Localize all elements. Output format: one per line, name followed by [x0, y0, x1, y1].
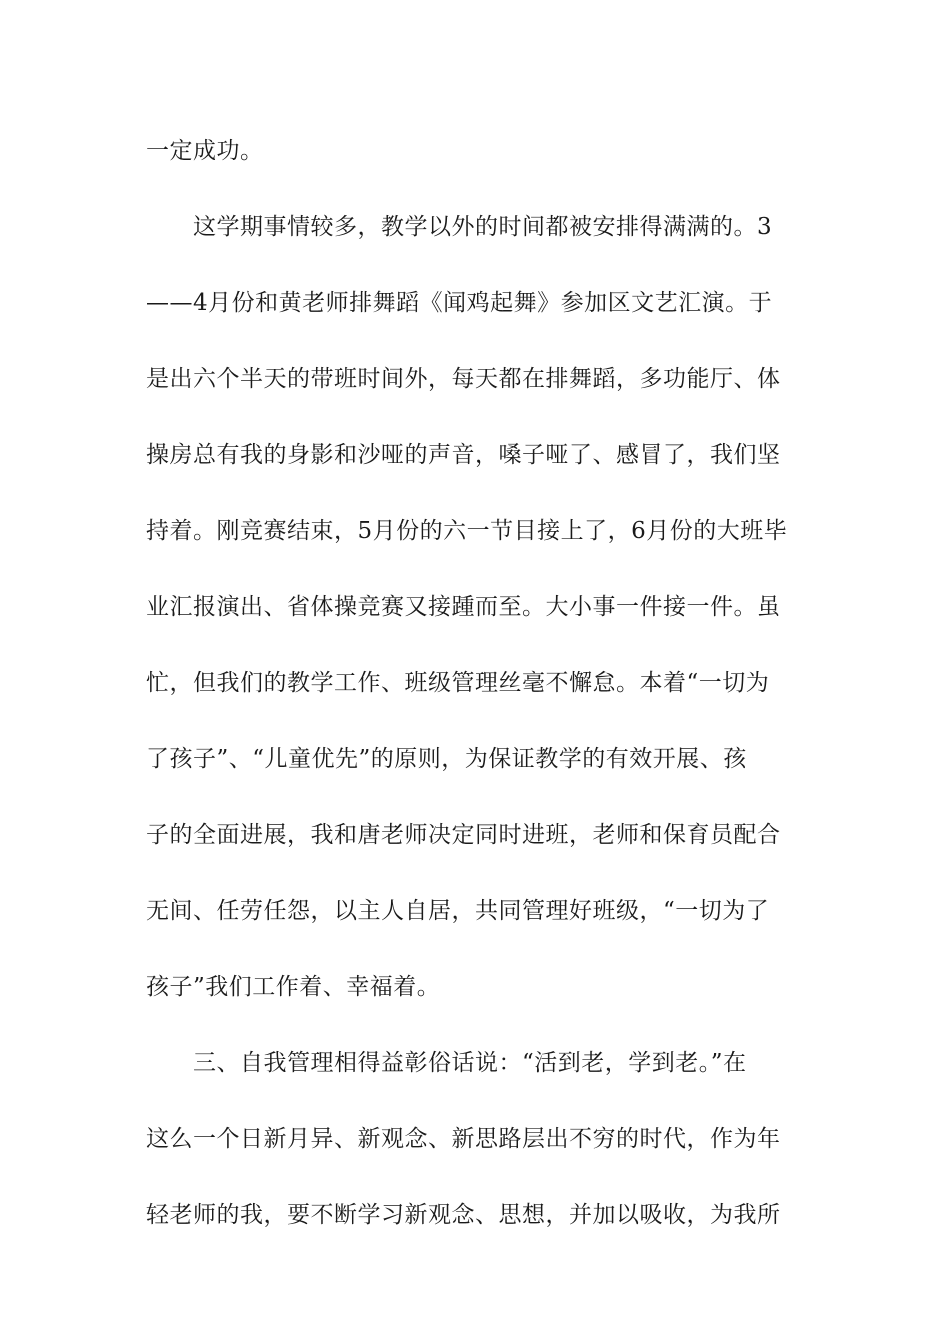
text-line: 一定成功。	[146, 138, 264, 164]
text-line: 忙，但我们的教学工作、班级管理丝毫不懈怠。本着“一切为	[146, 670, 770, 696]
text-line: 子的全面进展，我和唐老师决定同时进班，老师和保育员配合	[146, 822, 781, 848]
text-line: 这么一个日新月异、新观念、新思路层出不穷的时代，作为年	[146, 1126, 781, 1152]
text-line: 了孩子”、“儿童优先”的原则，为保证教学的有效开展、孩	[146, 746, 747, 772]
text-line: 持着。刚竞赛结束，5月份的六一节目接上了，6月份的大班毕	[146, 518, 788, 544]
text-line: 轻老师的我，要不断学习新观念、思想，并加以吸收，为我所	[146, 1202, 781, 1228]
text-line: 孩子”我们工作着、幸福着。	[146, 974, 441, 1000]
text-line: 三、自我管理相得益彰俗话说：“活到老，学到老。”在	[146, 1050, 747, 1076]
text-line: 无间、任劳任怨，以主人自居，共同管理好班级，“一切为了	[146, 898, 770, 924]
text-line: ——4月份和黄老师排舞蹈《闻鸡起舞》参加区文艺汇演。于	[146, 290, 773, 316]
text-line: 这学期事情较多，教学以外的时间都被安排得满满的。3	[146, 214, 773, 240]
text-line: 操房总有我的身影和沙哑的声音，嗓子哑了、感冒了，我们坚	[146, 442, 781, 468]
text-line: 业汇报演出、省体操竞赛又接踵而至。大小事一件接一件。虽	[146, 594, 781, 620]
text-line: 是出六个半天的带班时间外，每天都在排舞蹈，多功能厅、体	[146, 366, 781, 392]
